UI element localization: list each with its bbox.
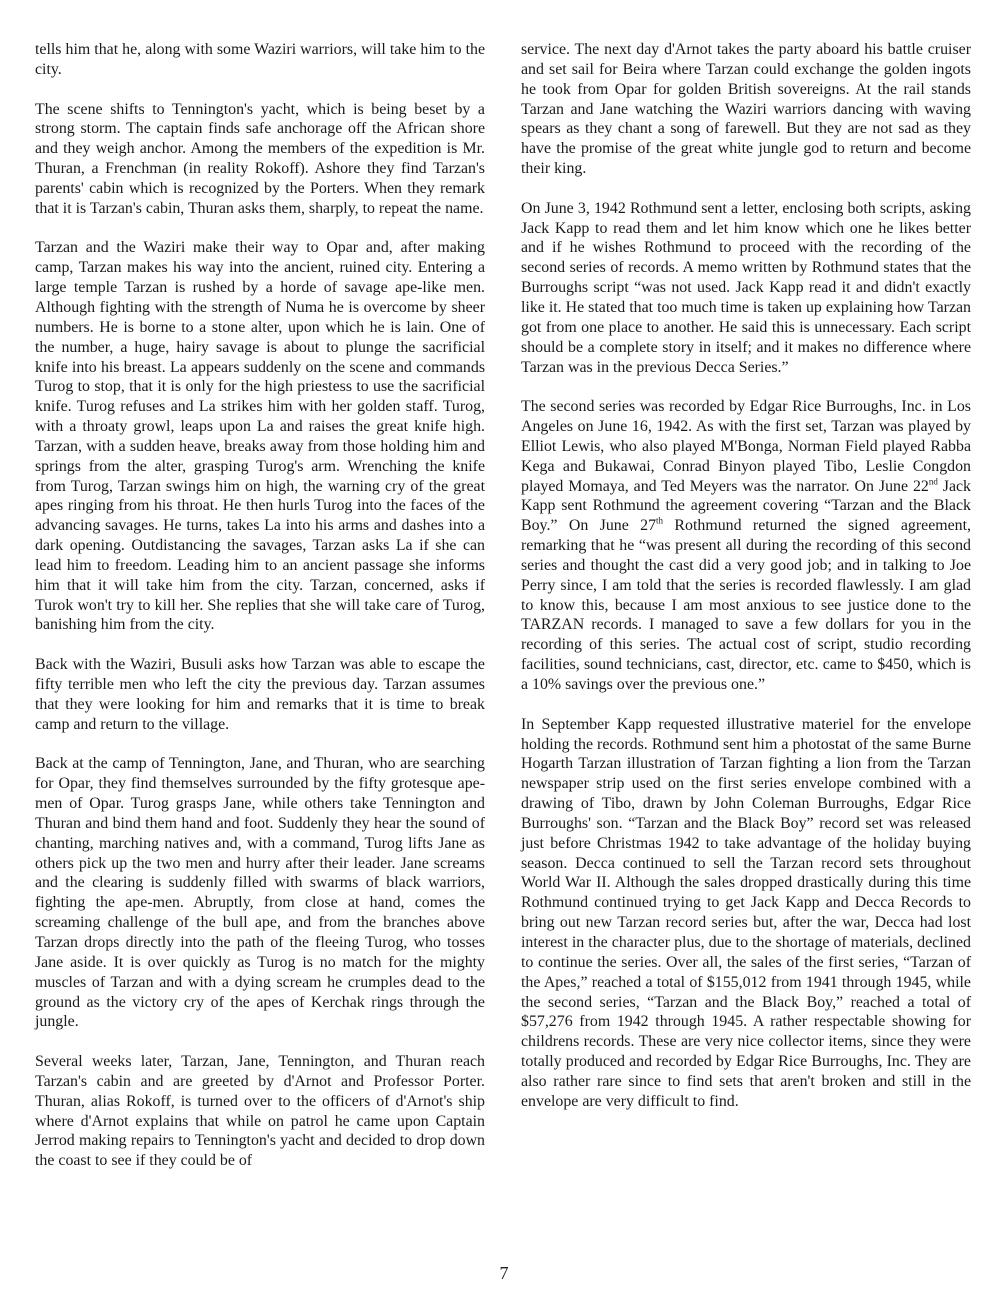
ordinal-suffix: th — [656, 515, 664, 526]
left-column — [35, 40, 485, 1171]
paragraph: tells him that he, along with some Waziri warriors, will take him to the city. — [35, 41, 485, 78]
paragraph: service. The next day d'Arnot takes the party aboard his battle cruiser and set sail for Beira where Tarzan could exchange the golden ingots he took from Opar for golden British sovereigns. At the rail stands Tarzan and Jane watching the Waziri warriors dancing with waving spears as they chant a song of farewell. But they are not sad as they have the promise of the great white jungle god to return and become their king. — [521, 41, 971, 178]
text-run: Rothmund returned the signed agreement, remarking that he “was present all during the recording of this second series and thought the cast did a very good job; and in talking to Joe Perry since, I am told that the series is recorded flawlessly. I am glad to know this, because I am most anxious to see justice done to the TARZAN records. I managed to save a few dollars for you in the recording of this series. The actual cost of script, studio recording facilities, sound technicians, cast, director, etc. came to $450, which is a 10% savings over the previous one.” — [521, 517, 972, 693]
page-number: 7 — [499, 1263, 509, 1283]
right-column — [521, 40, 971, 1112]
text-run: Jack Kapp sent Rothmund the agreement covering “Tarzan and the Black Boy.” On June 27 — [521, 477, 971, 535]
paragraph-recording — [521, 397, 971, 695]
ordinal-suffix: nd — [928, 476, 938, 487]
paragraph: On June 3, 1942 Rothmund sent a letter, enclosing both scripts, asking Jack Kapp to read them and let him know which one he likes better and if he wishes Rothmund to proceed with the recording of the second series of records. A memo written by Rothmund states that the Burroughs script “was not used. Jack Kapp read it and didn't exactly like it. He stated that too much time is taken up explaining how Tarzan got from one place to another. He said this is unnecessary. Each script should be a complete story in itself; and it makes no difference where Tarzan was in the previous Decca Series.” — [521, 199, 971, 376]
paragraph: The scene shifts to Tennington's yacht, which is being beset by a strong storm. The captain finds safe anchorage off the African shore and they weigh anchor. Among the members of the expedition is Mr. Thuran, a Frenchman (in reality Rokoff). Ashore they find Tarzan's parents' cabin which is recognized by the Porters. When they remark that it is Tarzan's cabin, Thuran asks them, sharply, to repeat the name. — [35, 100, 485, 217]
paragraph: Several weeks later, Tarzan, Jane, Tennington, and Thuran reach Tarzan's cabin and are greeted by d'Arnot and Professor Porter. Thuran, alias Rokoff, is turned over to the officers of d'Arnot's ship where d'Arnot explains that while on patrol he came upon Captain Jerrod making repairs to Tennington's yacht and decided to drop down the coast to see if they could be of — [35, 1053, 485, 1170]
paragraph: In September Kapp requested illustrative materiel for the envelope holding the records. Rothmund sent him a photostat of the same Burne Hogarth Tarzan illustration of Tarzan fighting a lion from the Tarzan newspaper strip used on the first series envelope combined with a drawing of Tibo, drawn by John Coleman Burroughs, Edgar Rice Burroughs' son. “Tarzan and the Black Boy” record set was released just before Christmas 1942 to take advantage of the holiday buying season. Decca continued to sell the Tarzan record sets throughout World War II. Although the sales dropped drastically during this time Rothmund continued trying to get Jack Kapp and Decca Records to bring out new Tarzan record series but, after the war, Decca had lost interest in the character plus, due to the shortage of materials, declined to continue the series. Over all, the sales of the first series, “Tarzan of the Apes,” reached a total of $155,012 from 1941 through 1945, while the second series, “Tarzan and the Black Boy,” reached a total of $57,276 from 1942 through 1945. A rather respectable showing for childrens records. These are very nice collector items, since they were totally produced and recorded by Edgar Rice Burroughs, Inc. They are also rather rare since to find sets that aren't broken and still in the envelope are very difficult to find. — [521, 715, 971, 1110]
paragraph: Tarzan and the Waziri make their way to Opar and, after making camp, Tarzan makes his way into the ancient, ruined city. Entering a large temple Tarzan is rushed by a horde of savage ape-like men. Although fighting with the strength of Numa he is overcome by sheer numbers. He is borne to a stone alter, upon which he is lain. One of the number, a huge, hairy savage is about to plunge the sacrificial knife into his breast. La appears suddenly on the scene and commands Turog to stop, that it is only for the high priestess to use the sacrificial knife. Turog refuses and La strikes him with her golden staff. Turog, with a throaty growl, leaps upon La and raises the great knife high. Tarzan, with a sudden heave, breaks away from those holding him and springs from the alter, grasping Turog's arm. Wrenching the knife from Turog, Tarzan swings him on high, the warning cry of the great apes ringing from his throat. He then hurls Turog into the faces of the advancing savages. He turns, takes La into his arms and dashes into a dark opening. Outdistancing the savages, Tarzan asks La if she can lead him to freedom. Leading him to an ancient passage she informs him that it will take him from the city. Tarzan, concerned, asks if Turok won't try to kill her. She replies that she will take care of Turog, banishing him from the city. — [35, 239, 485, 634]
paragraph: Back at the camp of Tennington, Jane, and Thuran, who are searching for Opar, they find themselves surrounded by the fifty grotesque ape-men of Opar. Turog grasps Jane, while others take Tennington and Thuran and bind them hand and foot. Suddenly they hear the sound of chanting, marching natives and, with a command, Turog lifts Jane as others pick up the two men and hurry after their leader. Jane screams and the clearing is suddenly filled with swarms of black warriors, fighting the ape-men. Abruptly, from close at hand, comes the screaming challenge of the bull ape, and from the branches above Tarzan drops directly into the path of the fleeing Turog, who tosses Jane aside. It is over quickly as Turog is no match for the mighty muscles of Tarzan and with a dying scream he crumples dead to the ground as the victory cry of the apes of Kerchak rings through the jungle. — [35, 755, 485, 1031]
text-run: The second series was recorded by Edgar Rice Burroughs, Inc. in Los Angeles on June 16, 1942. As with the first set, Tarzan was played by Elliot Lewis, who also played M'Bonga, Norman Field played Rabba Kega and Bukawai, Conrad Binyon played Tibo, Leslie Congdon played Momaya, and Ted Meyers was the narrator. On June 22 — [521, 398, 971, 495]
paragraph: Back with the Waziri, Busuli asks how Tarzan was able to escape the fifty terrible men who left the city the previous day. Tarzan assumes that they were looking for him and remarks that it is time to break camp and return to the village. — [35, 656, 485, 733]
